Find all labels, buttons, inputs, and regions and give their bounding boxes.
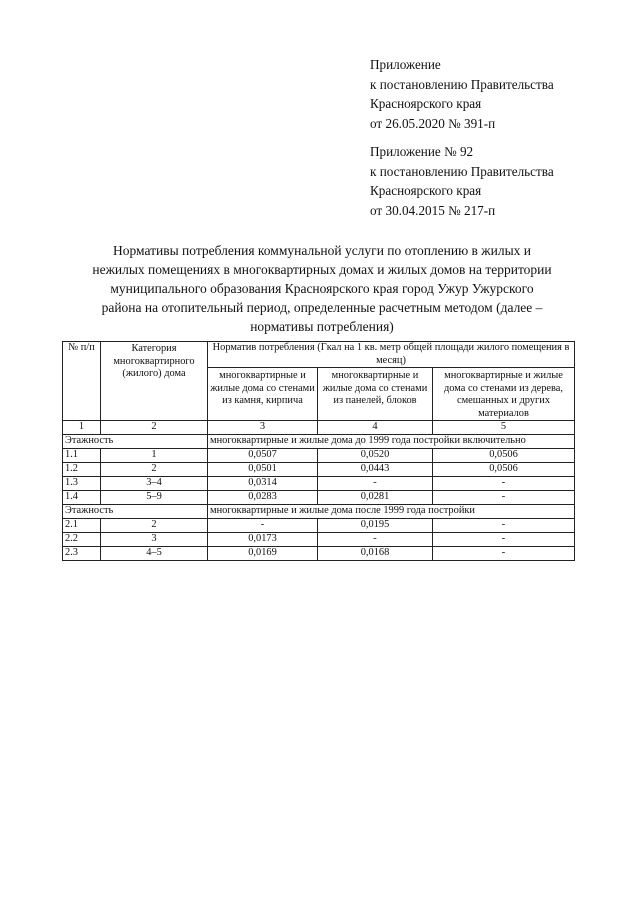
appendix-label: Приложение — [370, 57, 441, 72]
section-title: многоквартирные и жилые дома после 1999 года постройки — [208, 504, 575, 518]
table-row — [63, 518, 575, 532]
row-value-panel: 0,0195 — [318, 518, 433, 532]
row-number: 2.3 — [63, 546, 101, 560]
row-floors: 1 — [101, 448, 208, 462]
row-number: 2.1 — [63, 518, 101, 532]
document-title — [52, 241, 592, 336]
table-row — [63, 462, 575, 476]
header-number-cell: № п/п — [63, 342, 101, 421]
title-line: муниципального образования Красноярского края город Ужур Ужурского — [110, 281, 534, 296]
row-value-wood: - — [433, 532, 575, 546]
appendix-92-region-line: Красноярского края — [370, 183, 482, 198]
section-floors-label: Этажность — [63, 435, 208, 449]
row-value-panel: - — [318, 532, 433, 546]
table-row — [63, 490, 575, 504]
title-line: района на отопительный период, определенные расчетным методом (далее – — [101, 300, 543, 315]
header-category-cell: Категория многоквартирного (жилого) дома — [101, 342, 208, 421]
row-number: 1.3 — [63, 476, 101, 490]
appendix-header — [370, 55, 554, 133]
row-number: 1.1 — [63, 448, 101, 462]
row-value-wood: - — [433, 518, 575, 532]
row-value-panel: 0,0281 — [318, 490, 433, 504]
row-value-stone: 0,0507 — [208, 448, 318, 462]
row-value-wood: 0,0506 — [433, 462, 575, 476]
subheader-wood-mixed: многоквартирные и жилые дома со стенами из дерева, смешанных и других материалов — [433, 368, 575, 421]
title-line: нежилых помещениях в многоквартирных домах и жилых домов на территории — [92, 262, 552, 277]
row-value-stone: 0,0314 — [208, 476, 318, 490]
row-value-stone: 0,0173 — [208, 532, 318, 546]
row-floors: 2 — [101, 518, 208, 532]
appendix-date-line: от 26.05.2020 № 391-п — [370, 115, 496, 131]
column-number: 5 — [433, 421, 575, 435]
table-row — [63, 448, 575, 462]
section-floors-label: Этажность — [63, 504, 208, 518]
appendix-resolution-line: к постановлению Правительства — [370, 76, 554, 92]
table-row — [63, 532, 575, 546]
table-row — [63, 546, 575, 560]
norms-table — [62, 341, 575, 561]
appendix-region-line: Красноярского края — [370, 96, 482, 111]
appendix-92-date-line: от 30.04.2015 № 217-п — [370, 202, 496, 218]
appendix-92-resolution-line: к постановлению Правительства — [370, 163, 554, 179]
row-floors: 4–5 — [101, 546, 208, 560]
section-header-row — [63, 504, 575, 518]
row-value-wood: - — [433, 476, 575, 490]
row-floors: 5–9 — [101, 490, 208, 504]
section-header-row — [63, 435, 575, 449]
row-value-stone: 0,0169 — [208, 546, 318, 560]
row-number: 1.4 — [63, 490, 101, 504]
table-row — [63, 476, 575, 490]
row-number: 1.2 — [63, 462, 101, 476]
row-value-panel: 0,0443 — [318, 462, 433, 476]
row-value-panel: 0,0520 — [318, 448, 433, 462]
row-value-stone: 0,0283 — [208, 490, 318, 504]
row-floors: 2 — [101, 462, 208, 476]
title-line: нормативы потребления) — [250, 319, 394, 334]
subheader-stone-brick: многоквартирные и жилые дома со стенами из камня, кирпича — [208, 368, 318, 421]
row-value-wood: 0,0506 — [433, 448, 575, 462]
appendix-92-header — [370, 142, 554, 220]
row-value-wood: - — [433, 490, 575, 504]
row-value-panel: - — [318, 476, 433, 490]
table-header-row — [63, 342, 575, 368]
title-line: Нормативы потребления коммунальной услуги по отоплению в жилых и — [112, 243, 532, 258]
column-number: 3 — [208, 421, 318, 435]
column-number: 1 — [63, 421, 101, 435]
column-number: 4 — [318, 421, 433, 435]
subheader-panel-block: многоквартирные и жилые дома со стенами из панелей, блоков — [318, 368, 433, 421]
row-value-stone: - — [208, 518, 318, 532]
appendix-92-label: Приложение № 92 — [370, 144, 474, 159]
column-numbers-row — [63, 421, 575, 435]
row-floors: 3 — [101, 532, 208, 546]
header-norm-cell: Норматив потребления (Гкал на 1 кв. метр общей площади жилого помещения в месяц) — [208, 342, 575, 368]
row-value-stone: 0,0501 — [208, 462, 318, 476]
row-value-panel: 0,0168 — [318, 546, 433, 560]
section-title: многоквартирные и жилые дома до 1999 года постройки включительно — [208, 435, 575, 449]
column-number: 2 — [101, 421, 208, 435]
row-number: 2.2 — [63, 532, 101, 546]
row-value-wood: - — [433, 546, 575, 560]
row-floors: 3–4 — [101, 476, 208, 490]
